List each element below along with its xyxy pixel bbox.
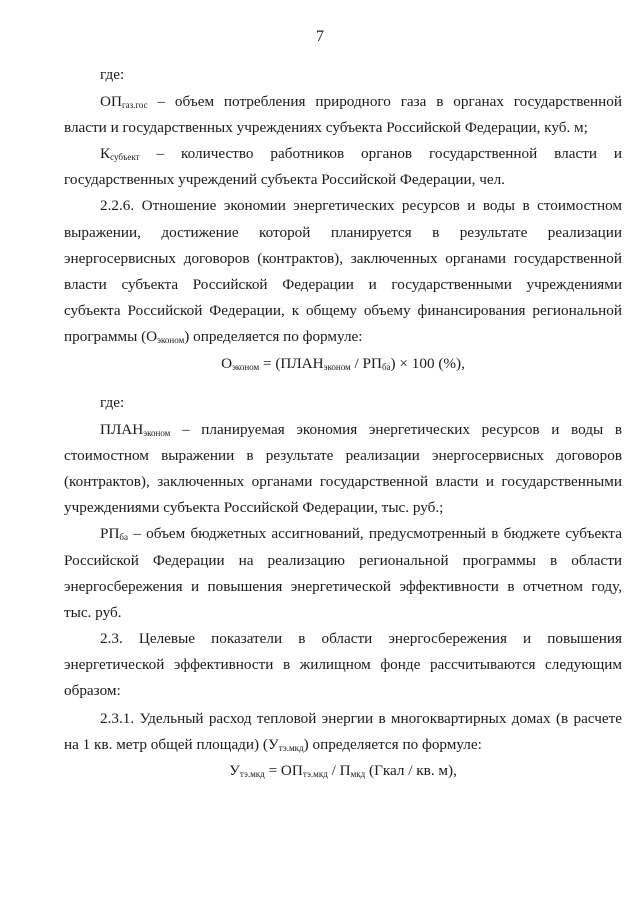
- definition-plan-line2: стоимостном выражении в результате реализации энергосервисных договоров: [64, 447, 622, 464]
- formula-subscript: мкд: [350, 769, 366, 779]
- symbol-subscript: субъект: [110, 152, 140, 162]
- page-number: 7: [316, 28, 324, 45]
- definition-plan-line4: учреждениями субъекта Российской Федерации, тыс. руб.;: [64, 499, 444, 516]
- definition-rp-line1: [100, 525, 622, 543]
- formula-subscript: эконом: [232, 362, 260, 372]
- text-part: ) определяется по формуле:: [303, 736, 482, 753]
- section-2-2-6-line3: энергосервисных договоров (контрактов), заключенных органами государственной: [64, 250, 622, 267]
- formula-part: (Гкал / кв. м),: [365, 762, 457, 779]
- definition-plan-line3: (контрактов), заключенных органами государственной власти и государственными: [64, 473, 622, 490]
- formula-subscript: ба: [381, 362, 391, 372]
- symbol: РП: [100, 525, 120, 542]
- symbol-subscript: ба: [119, 532, 128, 542]
- section-2-3-line3: образом:: [64, 682, 121, 699]
- section-2-2-6-line4: власти субъекта Российской Федерации и государственными учреждениями: [64, 276, 622, 293]
- formula-part: = (ПЛАН: [259, 355, 324, 372]
- definition-rp-line3: энергосбережения и повышения энергетической эффективности в отчетном году,: [64, 578, 622, 595]
- section-2-3-1-line1: 2.3.1. Удельный расход тепловой энергии в многоквартирных домах (в расчете: [100, 710, 622, 727]
- definition-k-subject-line1: [100, 145, 622, 163]
- definition-text: – объем бюджетных ассигнований, предусмотренный в бюджете субъекта: [128, 525, 622, 542]
- formula-subscript: тэ.мкд: [239, 769, 265, 779]
- section-2-3-1-line2: [64, 736, 622, 754]
- symbol: ОП: [100, 93, 122, 110]
- section-2-3-line1: 2.3. Целевые показатели в области энергосбережения и повышения: [100, 630, 622, 647]
- symbol: ПЛАН: [100, 421, 144, 438]
- formula-part: У: [229, 762, 240, 779]
- subscript: эконом: [157, 335, 185, 345]
- section-2-2-6-line5: субъекта Российской Федерации, к общему объему финансирования региональной: [64, 302, 622, 319]
- definition-text: – объем потребления природного газа в органах государственной: [147, 93, 622, 110]
- definition-op-gaz-line1: [100, 93, 622, 111]
- definition-rp-line4: тыс. руб.: [64, 604, 122, 621]
- formula-part: / РП: [350, 355, 382, 372]
- section-2-2-6-line2: выражении, достижение которой планируется в результате реализации: [64, 224, 622, 241]
- text-part: программы (О: [64, 328, 158, 345]
- formula-part: ) × 100 (%),: [390, 355, 465, 372]
- where-label: где:: [100, 66, 125, 83]
- definition-text: – количество работников органов государственной власти и: [139, 145, 622, 162]
- where-label-2: где:: [100, 394, 125, 411]
- definition-op-gaz-line2: власти и государственных учреждениях субъекта Российской Федерации, куб. м;: [64, 119, 588, 136]
- formula-subscript: эконом: [323, 362, 351, 372]
- symbol-subscript: газ.гос: [121, 100, 148, 110]
- formula-u-te-mkd: [64, 762, 622, 780]
- formula-part: О: [221, 355, 233, 372]
- section-2-2-6-line6: [64, 328, 622, 346]
- subscript: тэ.мкд: [278, 743, 304, 753]
- definition-rp-line2: Российской Федерации на реализацию региональной программы в области: [64, 552, 622, 569]
- symbol: К: [100, 145, 111, 162]
- formula-part: / П: [327, 762, 351, 779]
- definition-text: – планируемая экономия энергетических ресурсов и воды в: [170, 421, 622, 438]
- section-2-2-6-line1: 2.2.6. Отношение экономии энергетических ресурсов и воды в стоимостном: [100, 197, 622, 214]
- formula-part: = ОП: [264, 762, 303, 779]
- symbol-subscript: эконом: [143, 428, 171, 438]
- definition-k-subject-line2: государственных учреждений субъекта Российской Федерации, чел.: [64, 171, 505, 188]
- formula-o-economy: [64, 355, 622, 373]
- text-part: на 1 кв. метр общей площади) (У: [64, 736, 279, 753]
- formula-subscript: тэ.мкд: [302, 769, 328, 779]
- text-part: ) определяется по формуле:: [184, 328, 363, 345]
- section-2-3-line2: энергетической эффективности в жилищном фонде рассчитываются следующим: [64, 656, 622, 673]
- definition-plan-line1: [100, 421, 622, 439]
